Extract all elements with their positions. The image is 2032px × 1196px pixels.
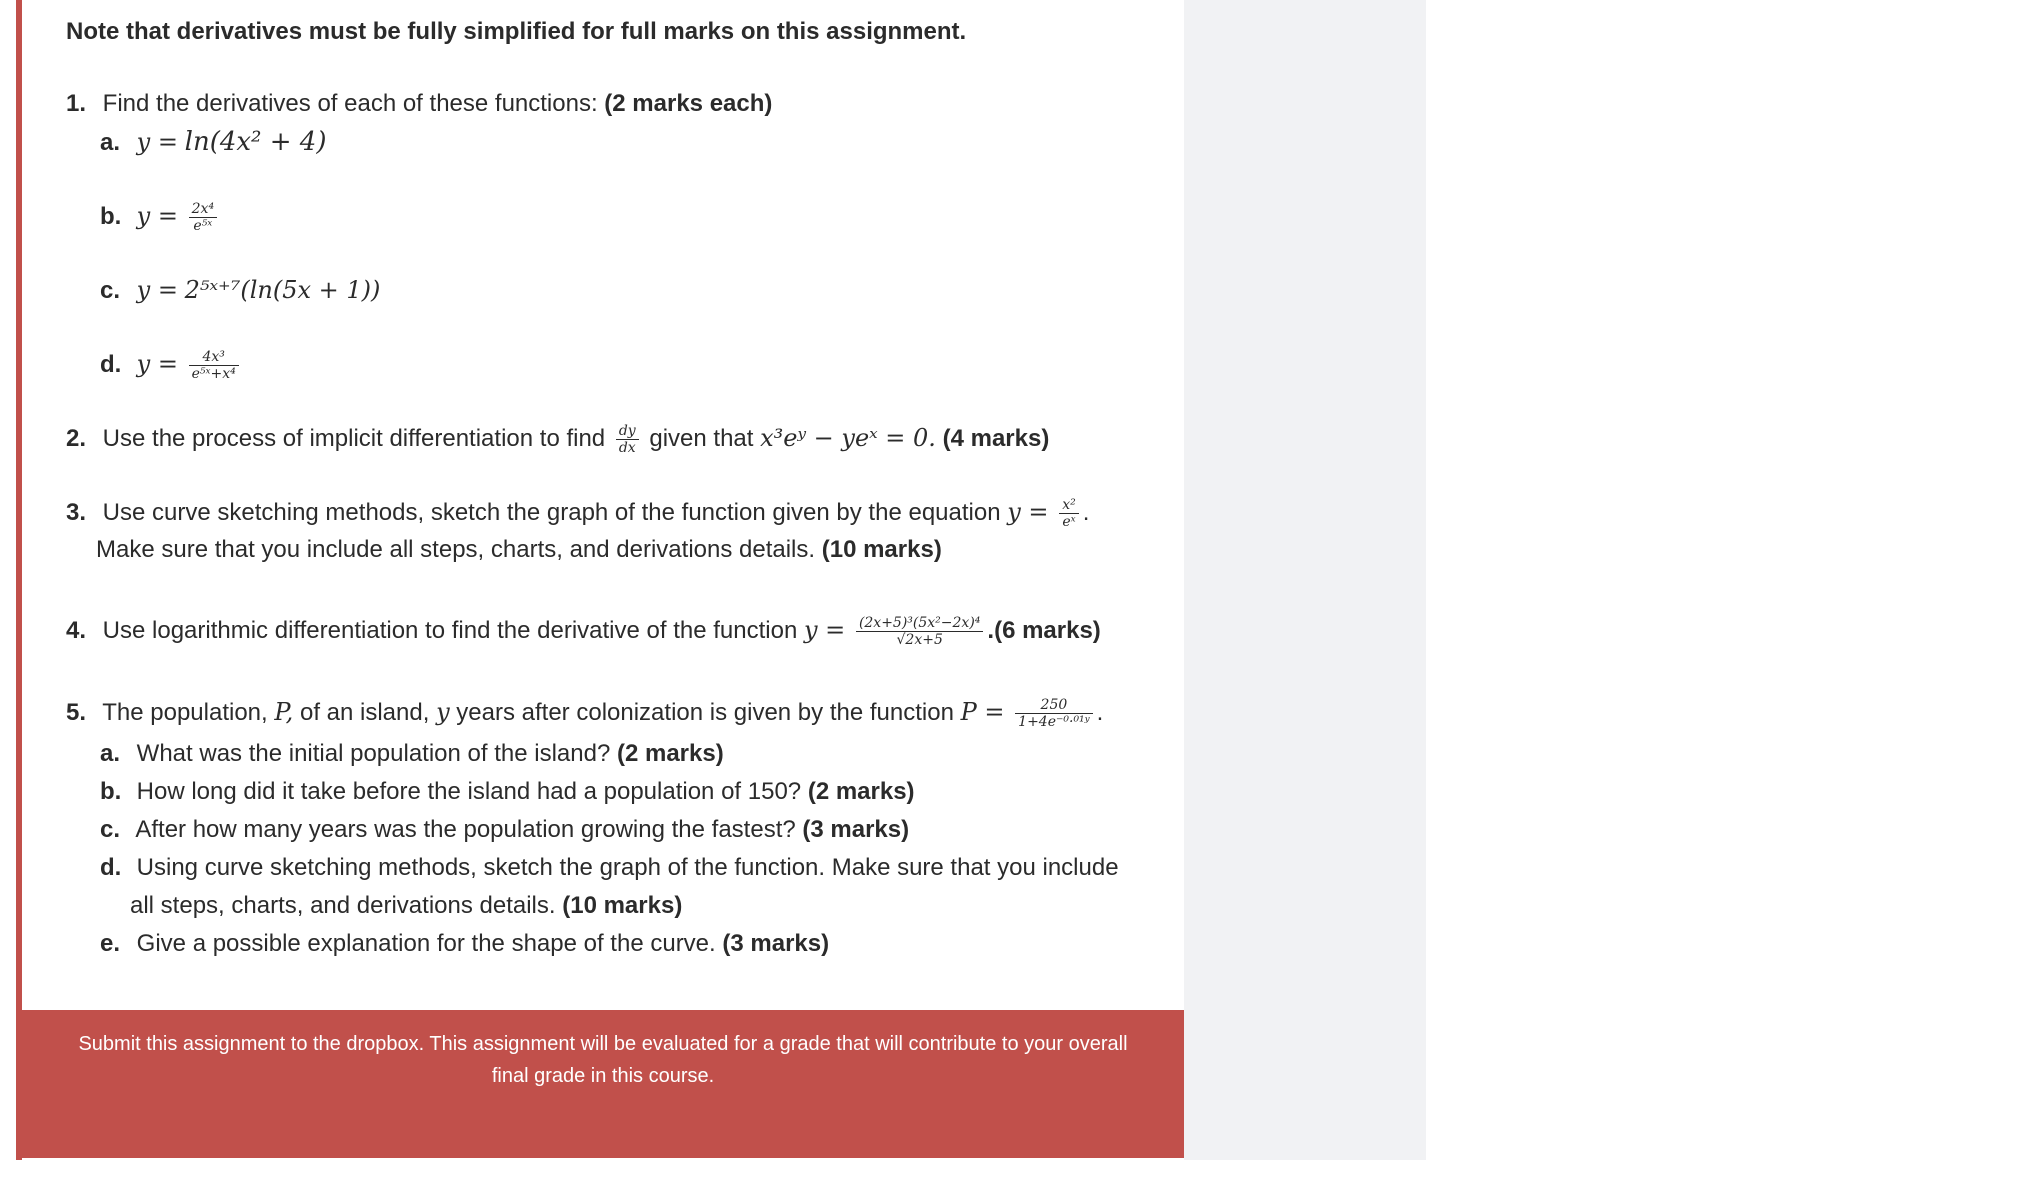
- question-marks: (10 marks): [821, 536, 942, 563]
- assignment-content: [22, 0, 1184, 1010]
- item-letter: c.: [100, 277, 121, 304]
- equation-expr: 2⁵ˣ⁺⁷(ln(5x + 1)): [184, 276, 381, 304]
- item-letter: e.: [100, 930, 121, 957]
- q5-item-d: [100, 850, 1119, 886]
- variable-p: P,: [274, 698, 294, 726]
- period: .: [1096, 699, 1104, 726]
- question-2: [66, 420, 1049, 457]
- submission-banner: [22, 1010, 1184, 1158]
- question-text: Find the derivatives of each of these functions:: [102, 90, 598, 117]
- denominator: 1+4e⁻⁰·⁰¹ʸ: [1018, 714, 1090, 731]
- item-letter: a.: [100, 129, 121, 156]
- denominator: e⁵ˣ: [193, 218, 213, 235]
- item-marks: (2 marks): [616, 740, 724, 767]
- item-text: After how many years was the population growing the fastest?: [135, 816, 796, 843]
- equation-expr: ln(4x² + 4): [184, 127, 327, 157]
- item-text: all steps, charts, and derivations details.: [130, 892, 556, 919]
- equation-lhs: y =: [1007, 498, 1049, 526]
- item-marks: (3 marks): [802, 816, 910, 843]
- equation-lhs: y =: [136, 202, 178, 230]
- numerator: 4x³: [189, 349, 239, 366]
- item-letter: d.: [100, 854, 122, 881]
- question-text: Use the process of implicit differentiation to find: [102, 425, 606, 452]
- q1-item-d: [100, 346, 243, 383]
- fraction: [1015, 697, 1092, 730]
- question-number: 5.: [66, 699, 87, 726]
- item-letter: c.: [100, 816, 121, 843]
- item-text: How long did it take before the island had a population of 150?: [136, 778, 802, 805]
- question-text: The population,: [102, 699, 268, 726]
- item-text: Give a possible explanation for the shape of the curve.: [136, 930, 716, 957]
- denominator: dx: [618, 440, 636, 457]
- q5-item-d-line-2: [130, 888, 682, 924]
- submission-text: Submit this assignment to the dropbox. This assignment will be evaluated for a grade that will contribute to your overall final grade in this course.: [78, 1033, 1128, 1087]
- question-4: [66, 612, 1101, 649]
- item-text: What was the initial population of the island?: [136, 740, 611, 767]
- derivative-fraction: [616, 423, 639, 456]
- equation-lhs: P =: [960, 698, 1005, 726]
- q5-item-b: [100, 774, 915, 810]
- question-text: Make sure that you include all steps, charts, and derivations details.: [96, 536, 816, 563]
- item-letter: a.: [100, 740, 121, 767]
- equation-lhs: y =: [136, 276, 178, 304]
- numerator: 250: [1015, 697, 1092, 714]
- q5-item-c: [100, 812, 909, 848]
- fraction: [189, 349, 239, 382]
- q1-item-b: [100, 198, 221, 235]
- q1-item-c: [100, 272, 380, 309]
- question-1: [66, 86, 772, 122]
- question-text: years after colonization is given by the function: [456, 699, 954, 726]
- q5-item-a: [100, 736, 724, 772]
- question-5: [66, 694, 1103, 731]
- equation-lhs: y =: [803, 616, 846, 644]
- denominator: √2x+5: [896, 632, 943, 649]
- period: .: [1082, 499, 1090, 526]
- equation: x³eʸ − yeˣ = 0.: [760, 424, 936, 452]
- side-panel: [1184, 0, 1426, 1160]
- q1-item-a: [100, 124, 326, 161]
- fraction: [856, 615, 983, 648]
- equation-lhs: y =: [136, 128, 178, 156]
- item-letter: b.: [100, 203, 122, 230]
- question-number: 3.: [66, 499, 87, 526]
- item-letter: b.: [100, 778, 122, 805]
- equation-lhs: y =: [136, 350, 178, 378]
- question-number: 1.: [66, 90, 87, 117]
- numerator: dy: [616, 423, 639, 440]
- numerator: 2x⁴: [189, 201, 217, 218]
- q5-item-e: [100, 926, 829, 962]
- note-heading: Note that derivatives must be fully simplified for full marks on this assignment.: [66, 18, 967, 45]
- question-text: Use logarithmic differentiation to find the derivative of the function: [102, 617, 798, 644]
- question-3-line-2: [96, 532, 942, 568]
- question-number: 4.: [66, 617, 87, 644]
- question-number: 2.: [66, 425, 87, 452]
- variable-y: y: [436, 698, 450, 726]
- item-marks: (3 marks): [722, 930, 830, 957]
- question-text: of an island,: [299, 699, 430, 726]
- question-text-mid: given that: [649, 425, 754, 452]
- denominator: e⁵ˣ+x⁴: [191, 366, 236, 383]
- item-marks: (10 marks): [562, 892, 683, 919]
- numerator: x²: [1059, 497, 1079, 514]
- fraction: [189, 201, 217, 234]
- item-text: Using curve sketching methods, sketch the graph of the function. Make sure that you include: [136, 854, 1119, 881]
- question-marks: (2 marks each): [604, 90, 773, 117]
- question-text: Use curve sketching methods, sketch the graph of the function given by the equation: [102, 499, 1001, 526]
- item-letter: d.: [100, 351, 122, 378]
- numerator: (2x+5)³(5x²−2x)⁴: [856, 615, 983, 632]
- question-marks: .(6 marks): [987, 617, 1101, 644]
- question-3: [66, 494, 1089, 531]
- denominator: eˣ: [1062, 514, 1076, 531]
- fraction: [1059, 497, 1079, 530]
- item-marks: (2 marks): [807, 778, 915, 805]
- question-marks: (4 marks): [942, 425, 1050, 452]
